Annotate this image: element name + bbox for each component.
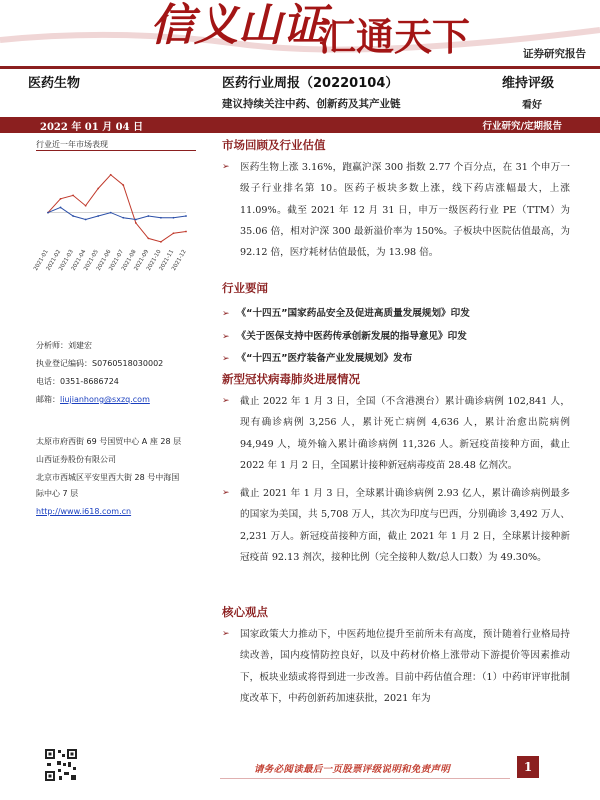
section-heading-market: 市场回顾及行业估值: [222, 138, 326, 152]
email-label: 邮箱：: [36, 395, 60, 404]
page-number: 1: [517, 756, 539, 778]
chart-point: [60, 198, 62, 200]
qr-code-icon: [44, 748, 78, 782]
chart-point: [185, 231, 187, 233]
address-line-3: 北京市西城区平安里西大街 28 号中海国: [36, 473, 180, 482]
chart-point: [110, 174, 112, 176]
chart-point: [110, 212, 112, 214]
chart-point: [135, 219, 137, 221]
chart-point: [97, 188, 99, 190]
email-link[interactable]: liujianhong@sxzq.com: [60, 395, 150, 404]
chart-x-tick-label: 2021-07: [108, 249, 126, 272]
chart-point: [160, 217, 162, 219]
header-rule: [0, 66, 600, 69]
arrow-bullet-icon: ➢: [222, 162, 230, 172]
chart-point: [97, 215, 99, 217]
chart-point: [85, 205, 87, 207]
report-subtitle: 建议持续关注中药、创新药及其产业链: [222, 98, 401, 110]
chart-x-tick-label: 2021-09: [133, 249, 151, 272]
chart-point: [60, 207, 62, 209]
chart-title: 行业近一年市场表现: [36, 140, 108, 149]
chart-point: [122, 184, 124, 186]
chart-point: [160, 241, 162, 243]
news-item: [222, 350, 412, 364]
chart-x-tick-label: 2021-08: [120, 249, 138, 272]
rating-value: 看好: [522, 100, 542, 111]
chart-point: [72, 215, 74, 217]
market-performance-chart: [33, 155, 196, 275]
chart-x-tick-label: 2021-11: [158, 249, 176, 272]
chart-x-tick-label: 2021-05: [83, 249, 100, 272]
section-heading-news: 行业要闻: [222, 281, 268, 295]
chart-point: [147, 238, 149, 240]
arrow-bullet-icon: ➢: [222, 354, 230, 364]
chart-point: [185, 215, 187, 217]
news-item: [222, 305, 470, 319]
chart-series-line-1: [48, 207, 186, 219]
report-date: 2022 年 01 月 04 日: [40, 122, 144, 133]
section-heading-covid: 新型冠状病毒肺炎进展情况: [222, 372, 360, 386]
chart-x-tick-label: 2021-06: [95, 249, 113, 272]
covid-domestic-text: 截止 2022 年 1 月 3 日，全国（不含港澳台）累计确诊病例 102,841 人，现有确诊病例 3,256 人，累计死亡病例 4,636 人，累计治愈出院病例 94,949 人，境外输入累计确诊病例 11,326 人。新冠疫苗接种方面，截止 2022 年 1 月 2 日，全国累计接种新冠病毒疫苗 28.48 亿剂次。: [240, 396, 570, 471]
chart-point: [47, 212, 49, 214]
chart-point: [173, 217, 175, 219]
arrow-bullet-icon: ➢: [222, 309, 230, 319]
email-row: [36, 394, 150, 405]
chart-point: [122, 217, 124, 219]
covid-global-bullet: [222, 483, 570, 568]
rating-label: 维持评级: [501, 76, 554, 91]
market-review-bullet: [222, 157, 570, 263]
arrow-bullet-icon: ➢: [222, 488, 230, 498]
news-item: [222, 328, 467, 342]
banner-graphic: [0, 0, 600, 66]
slogan-left: 信义山证: [150, 0, 326, 51]
report-type: 证券研究报告: [523, 48, 586, 60]
chart-point: [85, 219, 87, 221]
chart-rule: [36, 150, 196, 151]
covid-global-text: 截止 2021 年 1 月 3 日，全球累计确诊病例 2.93 亿人，累计确诊病例最多的国家为美国，共 5,708 万人，其次为印度与巴西，分别确诊 3,492 万人、2,231 万人。新冠疫苗接种方面，截止 2021 年 1 月 2 日，全球累计接种新冠疫苗 92.13 剂次，接种比例（完全接种人数/总人口数）为 49.30%。: [240, 488, 570, 563]
arrow-bullet-icon: ➢: [222, 332, 230, 342]
slogan-right: 汇通天下: [318, 14, 471, 59]
chart-point: [72, 195, 74, 197]
covid-domestic-bullet: [222, 391, 570, 476]
address-line-2: 山西证券股份有限公司: [36, 455, 116, 464]
chart-x-tick-label: 2021-10: [145, 249, 163, 272]
chart-series-line-0: [48, 175, 186, 242]
disclaimer-text: 请务必阅读最后一页股票评级说明和免责声明: [254, 764, 451, 775]
core-view-text: 国家政策大力推动下，中医药地位提升至前所未有高度，预计随着行业格局持续改善，国内疫情防控良好，以及中药材价格上涨带动下游提价等因素推动下，板块业绩或将得到进一步改善。目前中药估值合理：（1）中药审评审批制度改革下，中药创新药加速获批，2021 年为: [240, 629, 570, 704]
footer-rule: [220, 778, 510, 779]
chart-x-tick-label: 2021-02: [45, 249, 63, 272]
address-line-1: 太原市府西街 69 号国贸中心 A 座 28 层: [36, 437, 182, 446]
date-bar: [0, 117, 600, 133]
section-heading-core: 核心观点: [222, 605, 268, 619]
chart-x-tick-label: 2021-12: [171, 249, 188, 272]
chart-x-tick-label: 2021-01: [33, 249, 50, 272]
chart-point: [173, 232, 175, 234]
report-category: 行业研究/定期报告: [482, 121, 562, 132]
chart-point: [135, 222, 137, 224]
core-view-bullet: [222, 624, 570, 709]
license-number: 执业登记编码：S0760518030002: [36, 359, 164, 368]
market-review-text: 医药生物上涨 3.16%，跑赢沪深 300 指数 2.77 个百分点，在 31 个申万一级子行业排名第 10。医药子板块多数上涨，线下药店涨幅最大，上涨 11.09%。截至 2021 年 12 月 31 日，申万一级医药行业 PE（TTM）为 35.06 倍，相对沪深 300 最新溢价率为 150%。子板块中医院估值最高，为 92.12 倍，医疗耗材估值最低，为 13.98 倍。: [240, 162, 570, 259]
arrow-bullet-icon: ➢: [222, 629, 230, 639]
report-title: 医药行业周报（20220104）: [222, 76, 399, 91]
arrow-bullet-icon: ➢: [222, 396, 230, 406]
address-line-4: 际中心 7 层: [36, 489, 79, 498]
header-banner: [0, 0, 600, 66]
industry-name: 医药生物: [28, 76, 81, 91]
news-item-text: 《“十四五”医疗装备产业发展规划》发布: [236, 353, 413, 364]
chart-x-tick-label: 2021-04: [70, 249, 88, 272]
chart-point: [147, 215, 149, 217]
news-item-text: 《关于医保支持中医药传承创新发展的指导意见》印发: [236, 331, 467, 342]
chart-x-tick-label: 2021-03: [58, 249, 75, 272]
website-link[interactable]: http://www.i618.com.cn: [36, 507, 132, 516]
analyst-name: 分析师：刘建宏: [36, 341, 92, 350]
news-item-text: 《“十四五”国家药品安全及促进高质量发展规划》印发: [236, 308, 470, 319]
phone-number: 电话：0351-8686724: [36, 377, 119, 386]
